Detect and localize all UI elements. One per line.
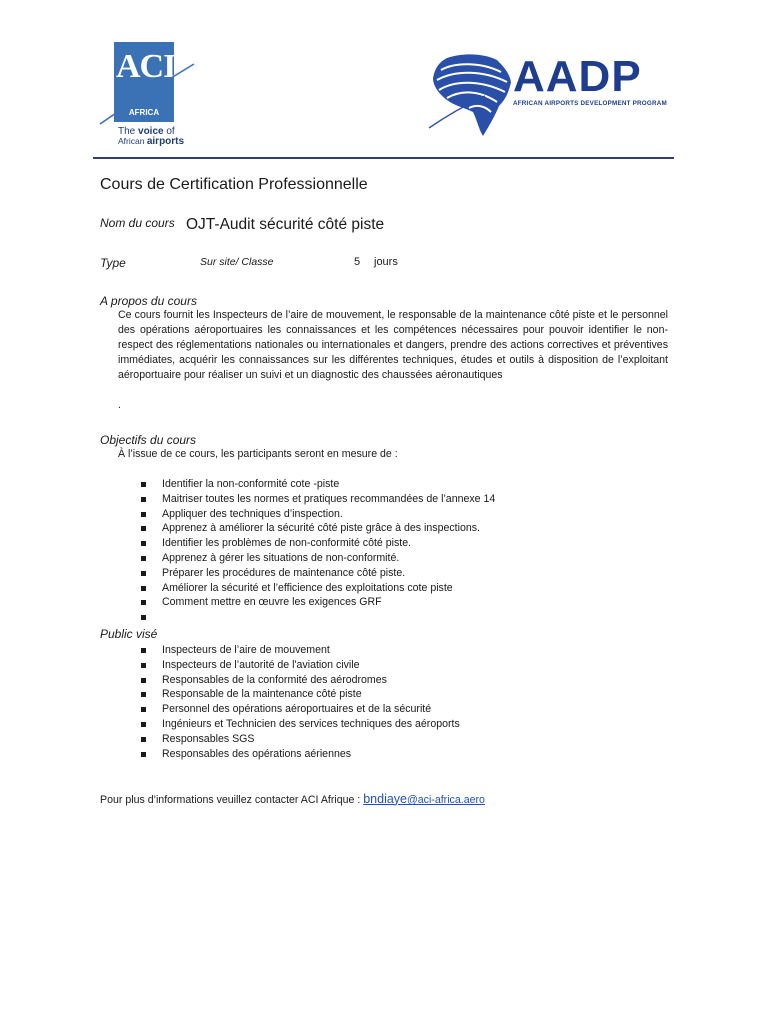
list-item: Maitriser toutes les normes et pratiques recommandées de l’annexe 14: [138, 492, 495, 507]
objectives-heading: Objectifs du cours: [100, 433, 197, 447]
aadp-logo: [425, 50, 675, 142]
list-item: Inspecteurs de l’autorité de l'aviation civile: [138, 658, 460, 673]
list-item: Identifier les problèmes de non-conformité côté piste.: [138, 536, 495, 551]
type-label: Type: [100, 256, 126, 270]
bullet-icon: [141, 526, 146, 531]
type-value: Sur site/ Classe: [200, 256, 274, 268]
bullet-icon: [141, 571, 146, 576]
list-item: Responsables SGS: [138, 732, 460, 747]
list-item: Responsables des opérations aériennes: [138, 747, 460, 762]
bullet-icon: [141, 556, 146, 561]
about-heading: A propos du cours: [100, 294, 197, 308]
aadp-logo-subtitle: AFRICAN AIRPORTS DEVELOPMENT PROGRAM: [513, 100, 667, 107]
list-item: Appliquer des techniques d’inspection.: [138, 507, 495, 522]
list-item: Améliorer la sécurité et l’efficience des exploitations cote piste: [138, 581, 495, 596]
bullet-icon: [141, 678, 146, 683]
bullet-icon: [141, 663, 146, 668]
bullet-icon: [141, 600, 146, 605]
page-title: Cours de Certification Professionnelle: [100, 176, 368, 193]
bullet-icon: [141, 512, 146, 517]
header-divider: [93, 157, 674, 159]
contact-line: [100, 792, 485, 806]
list-item: Apprenez à gérer les situations de non-conformité.: [138, 551, 495, 566]
bullet-icon: [141, 497, 146, 502]
bullet-icon: [141, 648, 146, 653]
list-item: Responsable de la maintenance côté piste: [138, 687, 460, 702]
bullet-icon: [141, 722, 146, 727]
aci-logo-region: AFRICA: [128, 108, 160, 117]
africa-map-icon: [425, 50, 515, 142]
bullet-icon: [141, 586, 146, 591]
audience-list: [138, 643, 460, 761]
list-item: Personnel des opérations aéroportuaires et de la sécurité: [138, 702, 460, 717]
duration-unit: jours: [374, 256, 398, 268]
list-item: Inspecteurs de l’aire de mouvement: [138, 643, 460, 658]
about-trailing: .: [118, 399, 121, 411]
contact-email-link[interactable]: bndiaye@aci-africa.aero: [363, 792, 485, 806]
aci-tagline-2: African airports: [118, 136, 185, 147]
course-name: OJT-Audit sécurité côté piste: [186, 216, 385, 233]
list-item: Apprenez à améliorer la sécurité côté piste grâce à des inspections.: [138, 521, 495, 536]
list-item: Ingénieurs et Technicien des services techniques des aéroports: [138, 717, 460, 732]
contact-text: Pour plus d’informations veuillez contacter ACI Afrique :: [100, 794, 361, 806]
objectives-list: [138, 477, 495, 625]
bullet-icon: [141, 541, 146, 546]
list-item: [138, 610, 495, 625]
bullet-icon: [141, 482, 146, 487]
duration-value: 5: [354, 256, 361, 268]
about-paragraph: Ce cours fournit les Inspecteurs de l’aire de mouvement, le responsable de la maintenance côté piste et le personnel des opérations aéroportuaires les connaissances et les compétences nécessaires pour pouvoir identifier le non-respect des réglementations nationales ou internationales et dangers, prendre des actions correctives et préventives immédiates, acquérir les connaissances sur les différentes techniques, études et outils à disposition de l’exploitant aéroportuaire pour réaliser un suivi et un diagnostic des chaussées aéronautiques: [118, 309, 668, 381]
bullet-icon: [141, 752, 146, 757]
list-item: Comment mettre en œuvre les exigences GRF: [138, 595, 495, 610]
audience-heading: Public visé: [100, 627, 158, 641]
bullet-icon: [141, 737, 146, 742]
aci-logo-letters: ACI: [116, 48, 176, 85]
aci-tagline-1: The voice of: [118, 126, 175, 137]
bullet-icon: [141, 707, 146, 712]
bullet-icon: [141, 692, 146, 697]
aci-africa-logo: [98, 42, 198, 147]
bullet-icon: [141, 615, 146, 620]
list-item: Identifier la non-conformité cote -piste: [138, 477, 495, 492]
objectives-intro: À l’issue de ce cours, les participants seront en mesure de :: [118, 448, 398, 460]
aadp-logo-text: AADP: [513, 52, 642, 101]
course-name-label: Nom du cours: [100, 216, 175, 230]
list-item: Préparer les procédures de maintenance côté piste.: [138, 566, 495, 581]
list-item: Responsables de la conformité des aérodromes: [138, 673, 460, 688]
aci-swoosh-icon: [98, 58, 198, 128]
